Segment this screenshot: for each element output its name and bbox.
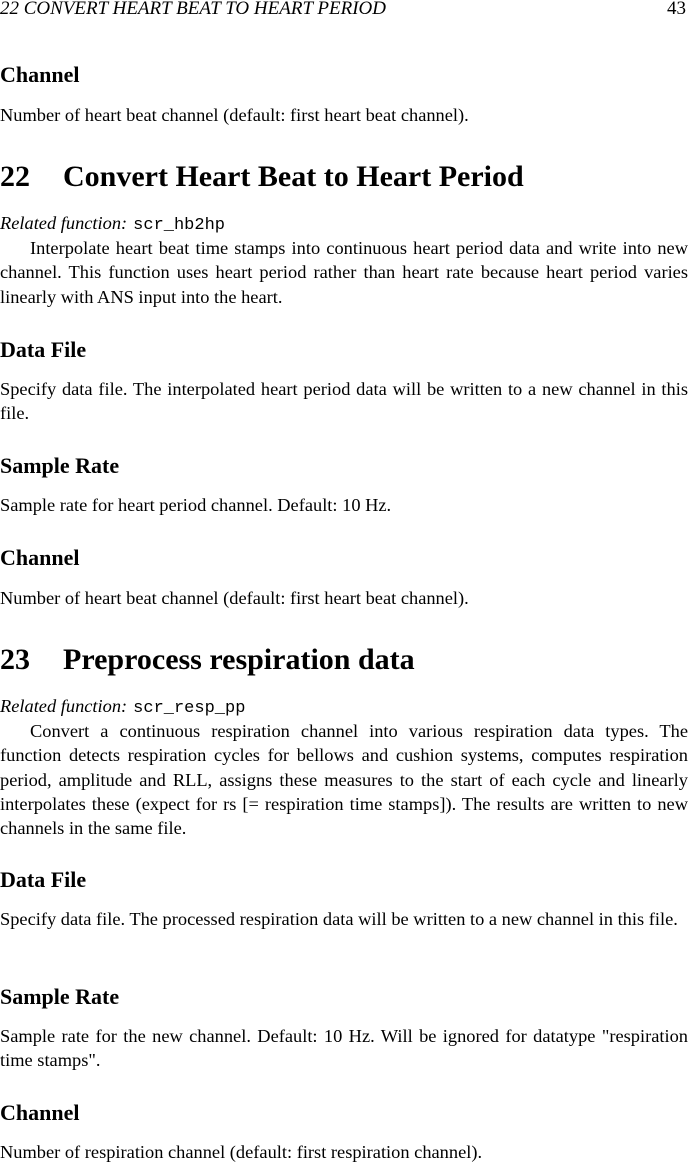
section-title: Preprocess respiration data [63, 643, 415, 676]
related-function-label: Related function: [0, 213, 128, 233]
data-file-text: Specify data file. The processed respiration data will be written to a new channel in this file. [0, 909, 678, 929]
section-description: Convert a continuous respiration channel into various respiration data types. The function detects respiration cycles for bellows and cushion systems, computes respiration period, amplitude and RLL, assigns these measures to the start of each cycle and linearly interpolates these (expect for rs [= respiration time stamps]). The results are written to new channels in the same file. [0, 721, 688, 839]
data-file-heading: Data File [0, 867, 87, 892]
sample-rate-text: Sample rate for the new channel. Default: 10 Hz. Will be ignored for datatype "respiration time stamps". [0, 1026, 688, 1071]
sample-rate-heading: Sample Rate [0, 984, 120, 1009]
related-function-line [0, 696, 688, 718]
sample-rate-text: Sample rate for heart period channel. Default: 10 Hz. [0, 495, 392, 515]
section-heading-22 [0, 160, 688, 194]
section-description: Interpolate heart beat time stamps into continuous heart period data and write into new channel. This function uses heart period rather than heart rate because heart period varies linearly with ANS input into the heart. [0, 238, 688, 307]
running-header-title: 22 CONVERT HEART BEAT TO HEART PERIOD [0, 0, 387, 19]
related-function-label: Related function: [0, 696, 128, 716]
section-number: 22 [0, 160, 30, 193]
channel-heading: Channel [0, 62, 80, 87]
related-function-name: scr_resp_pp [133, 699, 246, 718]
section-heading-23 [0, 643, 688, 677]
section-number: 23 [0, 643, 30, 676]
page-number: 43 [667, 0, 686, 19]
running-header [0, 0, 688, 20]
channel-text: Number of respiration channel (default: first respiration channel). [0, 1142, 483, 1162]
sample-rate-heading: Sample Rate [0, 453, 120, 478]
section-title: Convert Heart Beat to Heart Period [63, 160, 524, 193]
related-function-line [0, 213, 688, 235]
channel-heading: Channel [0, 545, 80, 570]
data-file-heading: Data File [0, 337, 87, 362]
related-function-name: scr_hb2hp [133, 216, 225, 235]
channel-heading: Channel [0, 1100, 80, 1125]
channel-text: Number of heart beat channel (default: first heart beat channel). [0, 588, 469, 608]
channel-text: Number of heart beat channel (default: first heart beat channel). [0, 105, 469, 125]
data-file-text: Specify data file. The interpolated heart period data will be written to a new channel in this file. [0, 379, 688, 424]
